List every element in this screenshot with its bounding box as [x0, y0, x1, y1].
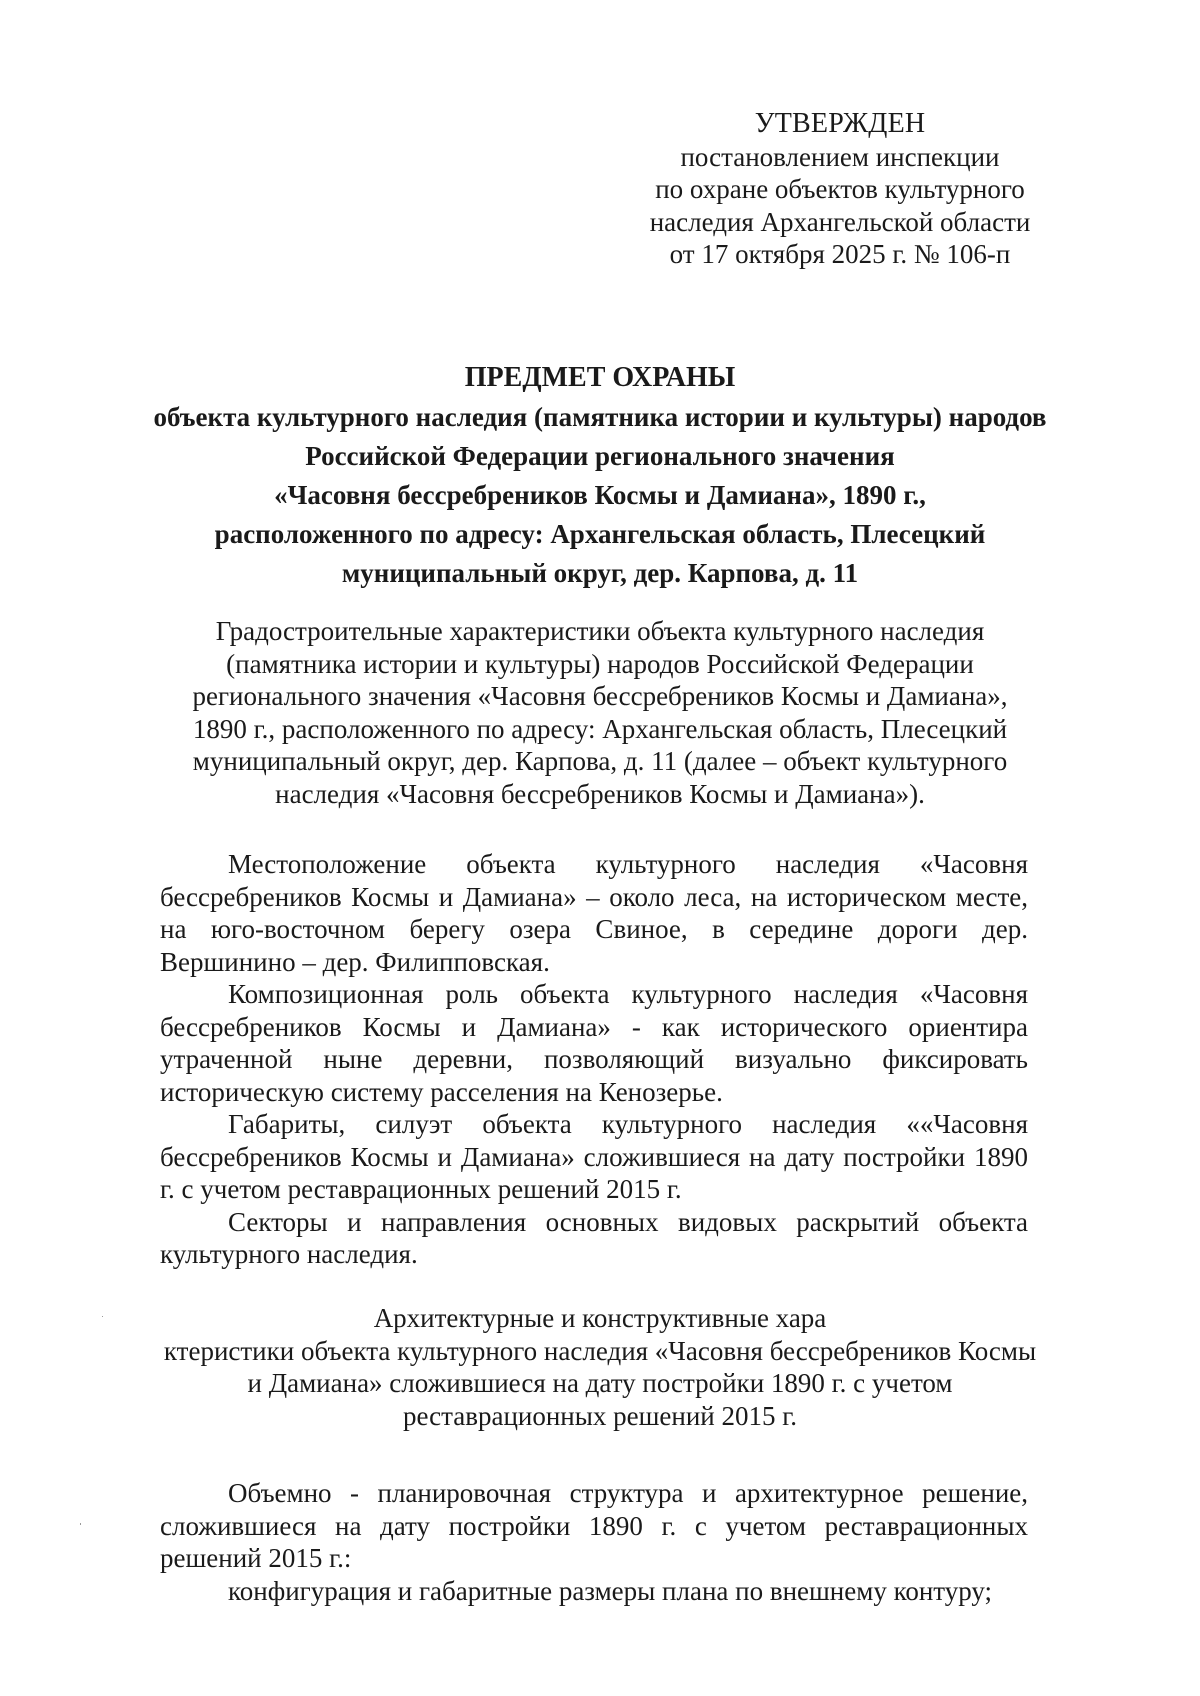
section-line: Градостроительные характеристики объекта культурного наследия [215, 616, 985, 646]
heading-line: «Часовня бессребреников Космы и Дамиана», 1890 г., [274, 480, 926, 510]
section-line: (памятника истории и культуры) народов Российской Федерации [226, 648, 974, 679]
paragraph-plan-configuration: конфигурация и габаритные размеры плана по внешнему контуру; [228, 1575, 993, 1606]
approval-line: по охране объектов культурного [655, 174, 1025, 204]
section-line: и Дамиана» сложившиеся на дату постройки 1890 г. с учетом [247, 1368, 953, 1398]
section-line: ктеристики объекта культурного наследия «Часовня бессребреников Космы [163, 1335, 1037, 1366]
scan-speck [80, 1523, 81, 1525]
approval-line: постановлением инспекции [680, 141, 1000, 172]
section-line: 1890 г., расположенного по адресу: Архангельская область, Плесецкий [192, 713, 1008, 744]
paragraph-dimensions: Габариты, силуэт объекта культурного наследия ««Часовня бессребреников Космы и Дамиана» сложившиеся на дату постройки 1890 г. с учетом реставрационных решений 2015 г. [160, 1109, 1028, 1204]
approval-date-number: от 17 октября 2025 г. № 106-п [669, 239, 1011, 269]
paragraph-location: Местоположение объекта культурного наследия «Часовня бессребреников Космы и Дамиана» – около леса, на историческом месте, на юго-восточном берегу озера Свиное, в середине дороги дер. Вершинино – дер. Филипповская. [160, 849, 1028, 977]
paragraph-composition: Композиционная роль объекта культурного наследия «Часовня бессребреников Космы и Дамиана» - как исторического ориентира утраченной ныне деревни, позволяющий визуально фиксировать историческую систему расселения на Кенозерье. [160, 979, 1028, 1107]
section-line: реставрационных решений 2015 г. [402, 1400, 798, 1431]
protection-items-block [160, 848, 1028, 1271]
urban-characteristics-section [150, 615, 1050, 810]
document-title: ПРЕДМЕТ ОХРАНЫ [464, 362, 736, 393]
heading-line: расположенного по адресу: Архангельская область, Плесецкий [214, 519, 986, 549]
heading-line: объекта культурного наследия (памятника истории и культуры) народов [153, 402, 1047, 432]
section-line: наследия «Часовня бессребреников Космы и Дамиана»). [275, 778, 925, 809]
section-line: муниципальный округ, дер. Карпова, д. 11 (далее – объект культурного [192, 746, 1008, 776]
paragraph-volume-planning: Объемно - планировочная структура и архитектурное решение, сложившиеся на дату постройки 1890 г. с учетом реставрационных решений 2015 г.: [160, 1478, 1028, 1573]
approval-title: УТВЕРЖДЕН [754, 108, 926, 139]
scan-speck [102, 1316, 103, 1317]
paragraph-view-sectors: Секторы и направления основных видовых раскрытий объекта культурного наследия. [160, 1206, 1028, 1269]
volume-planning-block [160, 1477, 1028, 1607]
document-heading [150, 358, 1050, 593]
heading-line: Российской Федерации регионального значения [305, 441, 895, 471]
section-line: Архитектурные и конструктивные хара [373, 1303, 827, 1333]
section-line: регионального значения «Часовня бессребреников Космы и Дамиана», [192, 681, 1008, 711]
approval-block [640, 108, 1040, 271]
heading-line: муниципальный округ, дер. Карпова, д. 11 [341, 558, 859, 588]
architectural-characteristics-section [150, 1302, 1050, 1432]
approval-line: наследия Архангельской области [649, 206, 1031, 237]
